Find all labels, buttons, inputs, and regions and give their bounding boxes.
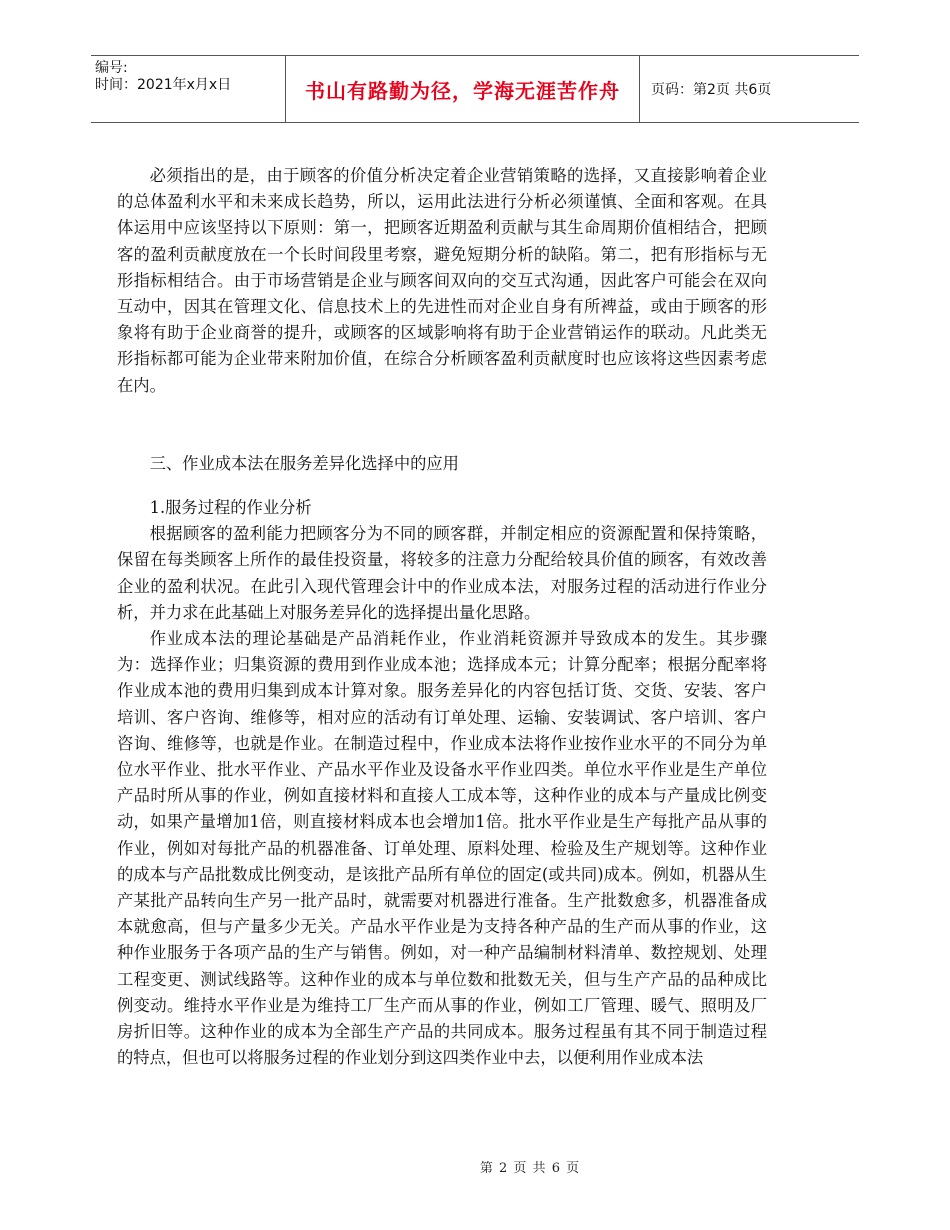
body-paragraph-3: 作业成本法的理论基础是产品消耗作业，作业消耗资源并导致成本的发生。其步骤为：选择作业；归集资源的费用到作业成本池；选择成本元；计算分配率；根据分配率将作业成本池的费用归集到成本计算对象。服务差异化的内容包括订货、交货、安装、客户培训、客户咨询、维修等，相对应的活动有订单处理、运输、安装调试、客户培训、客户咨询、维修等，也就是作业。在制造过程中，作业成本法将作业按作业水平的不同分为单位水平作业、批水平作业、产品水平作业及设备水平作业四类。单位水平作业是生产单位产品时所从事的作业，例如直接材料和直接人工成本等，这种作业的成本与产量成比例变动，如果产量增加1倍，则直接材料成本也会增加1倍。批水平作业是生产每批产品从事的作业，例如对每批产品的机器准备、订单处理、原料处理、检验及生产规划等。这种作业的成本与产品批数成比例变动，是该批产品所有单位的固定(或共同)成本。例如，机器从生产某批产品转向生产另一批产品时，就需要对机器进行准备。生产批数愈多，机器准备成本就愈高，但与产量多少无关。产品水平作业是为支持各种产品的生产而从事的作业，这种作业服务于各项产品的生产与销售。例如，对一种产品编制材料清单、数控规划、处理工程变更、测试线路等。这种作业的成本与单位数和批数无关，但与生产产品的品种成比例变动。维持水平作业是为维持工厂生产而从事的作业，例如工厂管理、暖气、照明及厂房折旧等。这种作业的成本为全部生产产品的共同成本。服务过程虽有其不同于制造过程的特点，但也可以将服务过程的作业划分到这四类作业中去，以便利用作业成本法 bbox=[117, 629, 767, 1068]
time-label: 时间：2021年x月x日 bbox=[95, 77, 232, 93]
body-paragraph-1: 必须指出的是，由于顾客的价值分析决定着企业营销策略的选择，又直接影响着企业的总体盈利水平和未来成长趋势，所以，运用此法进行分析必须谨慎、全面和客观。在具体运用中应该坚持以下原则：第一，把顾客近期盈利贡献与其生命周期价值相结合，把顾客的盈利贡献度放在一个长时间段里考察，避免短期分析的缺陷。第二，把有形指标与无形指标相结合。由于市场营销是企业与顾客间双向的交互式沟通，因此客户可能会在双向互动中，因其在管理文化、信息技术上的先进性而对企业自身有所裨益，或由于顾客的形象将有助于企业商誉的提升，或顾客的区域影响将有助于企业营销运作的联动。凡此类无形指标都可能为企业带来附加价值，在综合分析顾客盈利贡献度时也应该将这些因素考虑在内。 bbox=[117, 166, 767, 395]
doc-number-label: 编号: bbox=[95, 60, 128, 76]
header-motto: 书山有路勤为径，学海无涯苦作舟 bbox=[285, 56, 640, 122]
document-body bbox=[117, 163, 767, 1072]
section-heading: 三、作业成本法在服务差异化选择中的应用 bbox=[149, 453, 459, 473]
subsection-heading: 1.服务过程的作业分析 bbox=[149, 498, 312, 518]
page-footer: 第 2 页 共 6 页 bbox=[479, 1161, 581, 1176]
body-paragraph-2: 根据顾客的盈利能力把顾客分为不同的顾客群，并制定相应的资源配置和保持策略，保留在每类顾客上所作的最佳投资量，将较多的注意力分配给较具价值的顾客，有效改善企业的盈利状况。在此引入现代管理会计中的作业成本法，对服务过程的活动进行作业分析，并力求在此基础上对服务差异化的选择提出量化思路。 bbox=[117, 524, 767, 622]
header-page-info: 页码：第2页 共6页 bbox=[651, 82, 772, 98]
page-header bbox=[91, 55, 859, 123]
header-left-block bbox=[91, 56, 285, 122]
